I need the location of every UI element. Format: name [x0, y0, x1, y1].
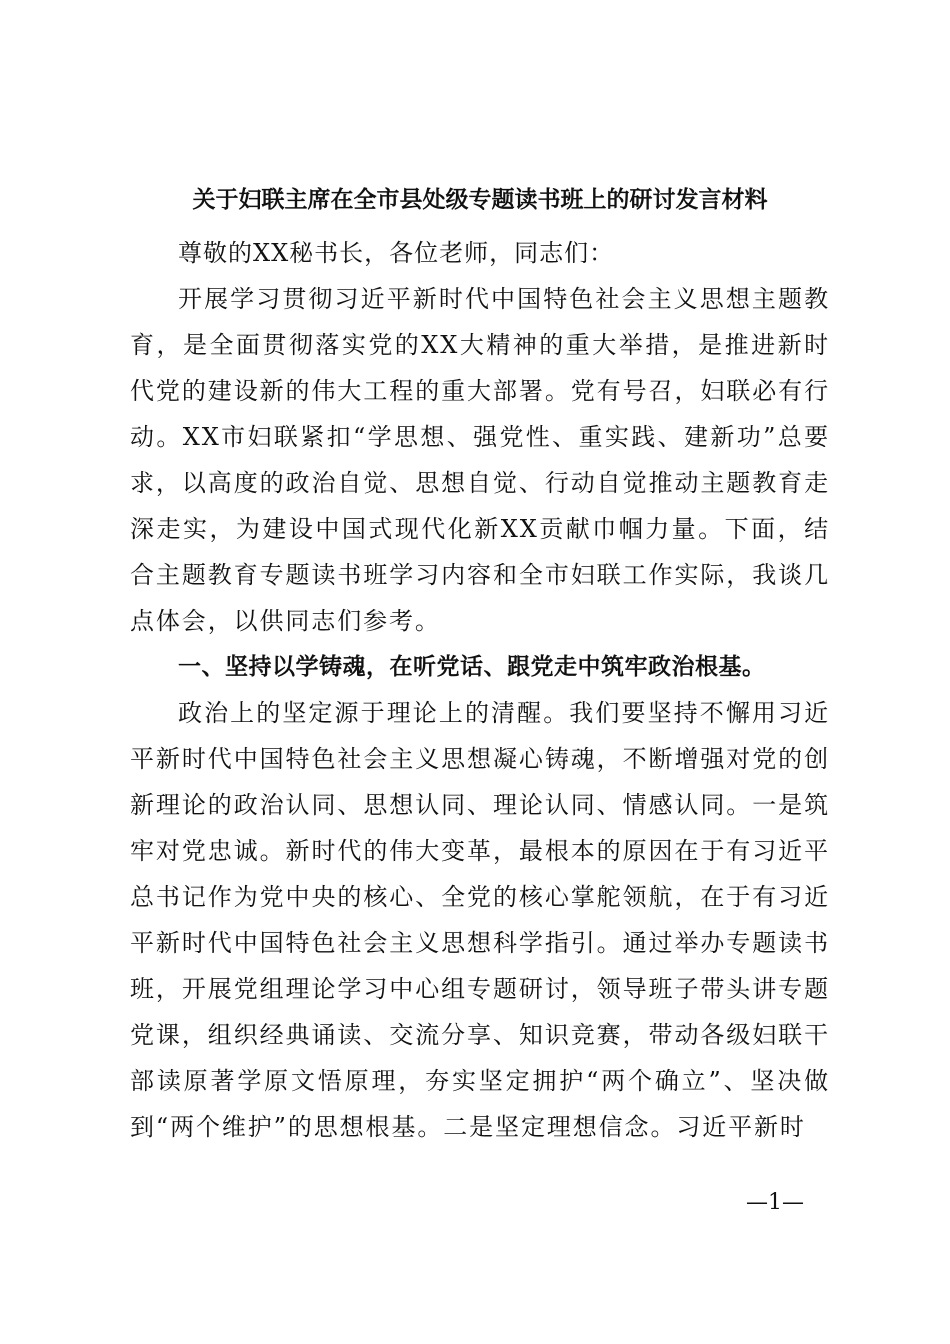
page-number: —1—: [746, 1190, 804, 1215]
salutation: 尊敬的XX秘书长，各位老师，同志们：: [178, 239, 615, 267]
document-body: [130, 230, 830, 1150]
section-paragraph: 政治上的坚定源于理论上的清醒。我们要坚持不懈用习近平新时代中国特色社会主义思想凝心铸魂，不断增强对党的创新理论的政治认同、思想认同、理论认同、情感认同。一是筑牢对党忠诚。新时代的伟大变革，最根本的原因在于有习近平总书记作为党中央的核心、全党的核心掌舵领航，在于有习近平新时代中国特色社会主义思想科学指引。通过举办专题读书班，开展党组理论学习中心组专题研讨，领导班子带头讲专题党课，组织经典诵读、交流分享、知识竞赛，带动各级妇联干部读原著学原文悟原理，夯实坚定拥护“两个确立”、坚决做到“两个维护”的思想根基。二是坚定理想信念。习近平新时: [130, 699, 830, 1141]
document-title: 关于妇联主席在全市县处级专题读书班上的研讨发言材料: [192, 186, 768, 213]
section-heading: 一、坚持以学铸魂，在听党话、跟党走中筑牢政治根基。: [178, 654, 766, 680]
intro-paragraph: 开展学习贯彻习近平新时代中国特色社会主义思想主题教育，是全面贯彻落实党的XX大精神的重大举措，是推进新时代党的建设新的伟大工程的重大部署。党有号召，妇联必有行动。XX市妇联紧扣“学思想、强党性、重实践、建新功”总要求，以高度的政治自觉、思想自觉、行动自觉推动主题教育走深走实，为建设中国式现代化新XX贡献巾帼力量。下面，结合主题教育专题读书班学习内容和全市妇联工作实际，我谈几点体会，以供同志们参考。: [130, 285, 830, 635]
